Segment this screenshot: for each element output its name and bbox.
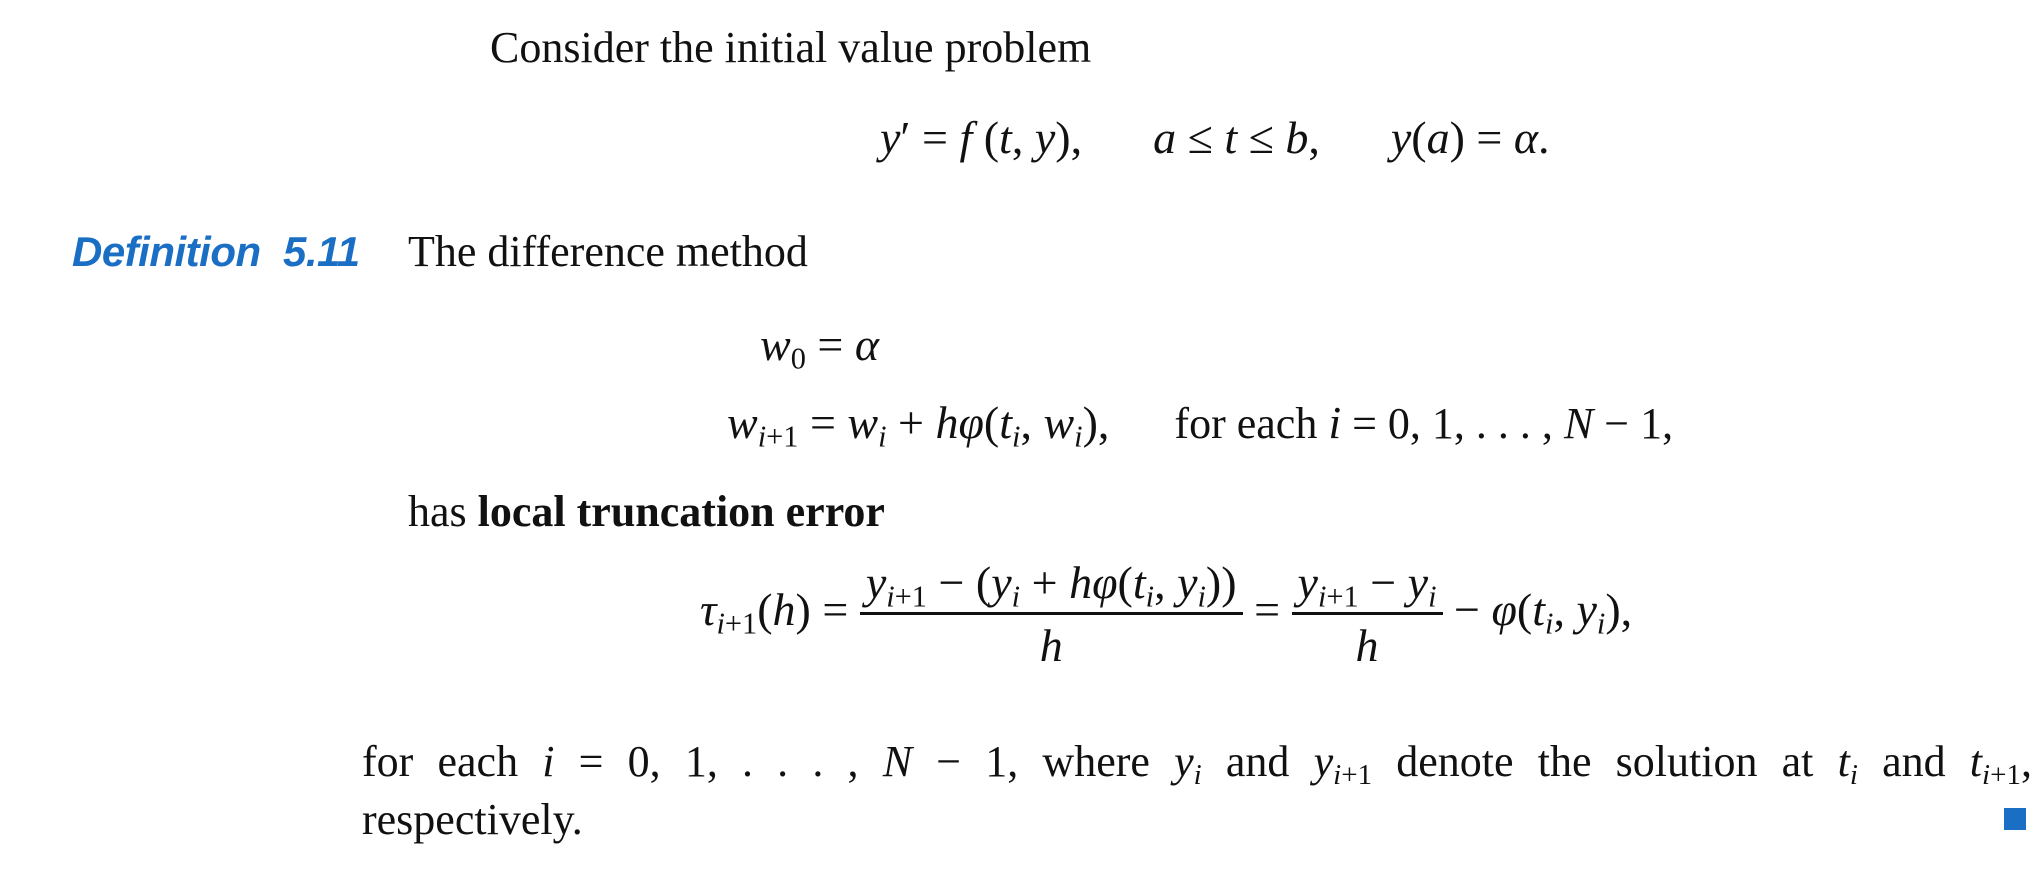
fraction-1 xyxy=(860,557,1243,671)
closing-line-1: for each i = 0, 1, . . . , N − 1, where $y_i$ and $y_{i+1}$ denote the solution at $t_i$ and $t_{i+1}$, xyxy=(362,737,2032,792)
closing-line-2: respectively. xyxy=(362,795,583,844)
has-line xyxy=(408,487,885,536)
has-prefix: has xyxy=(408,487,467,536)
tau-tail: − $\varphi(t_i$, $y_i$), xyxy=(1454,584,1633,641)
definition-lead: The difference method xyxy=(408,227,808,276)
fraction-2-denominator: h xyxy=(1355,620,1379,671)
ivp-ode: y′ = f (t, y), xyxy=(880,112,1083,163)
end-of-definition-square-icon xyxy=(2004,808,2026,830)
fraction-1-numerator: $y_{i+1} - (y_i + h\varphi(t_i$, $y_i$)) xyxy=(860,560,1243,615)
intro-text: Consider the initial value problem xyxy=(490,23,1092,72)
truncation-error-equation xyxy=(700,557,1633,671)
tau-lhs: $\tau_{i+1}(h)$ = xyxy=(700,584,849,641)
method-eq-recursion: $w_{i+1} = w_i + h\varphi(t_i$, $w_i$), for each i = 0, 1, . . . , N − 1, xyxy=(727,397,1674,454)
definition-number: 5.11 xyxy=(282,228,360,275)
method-eq-initial: $w_0 = \alpha$ xyxy=(760,319,879,376)
term-local-truncation-error: local truncation error xyxy=(477,487,885,536)
equals-sign: = xyxy=(1254,584,1281,636)
ivp-initial-condition: y(a) = α. xyxy=(1390,112,1550,163)
ivp-equation xyxy=(880,112,1550,163)
definition-word: Definition xyxy=(72,228,261,275)
definition-label xyxy=(72,228,360,276)
method-condition: for each i = 0, 1, . . . , N − 1, xyxy=(1174,397,1674,448)
fraction-2-numerator: $y_{i+1} - y_i$ xyxy=(1292,560,1443,615)
ivp-range: a ≤ t ≤ b, xyxy=(1153,112,1320,163)
fraction-2 xyxy=(1292,557,1443,671)
fraction-1-denominator: h xyxy=(1039,620,1063,671)
